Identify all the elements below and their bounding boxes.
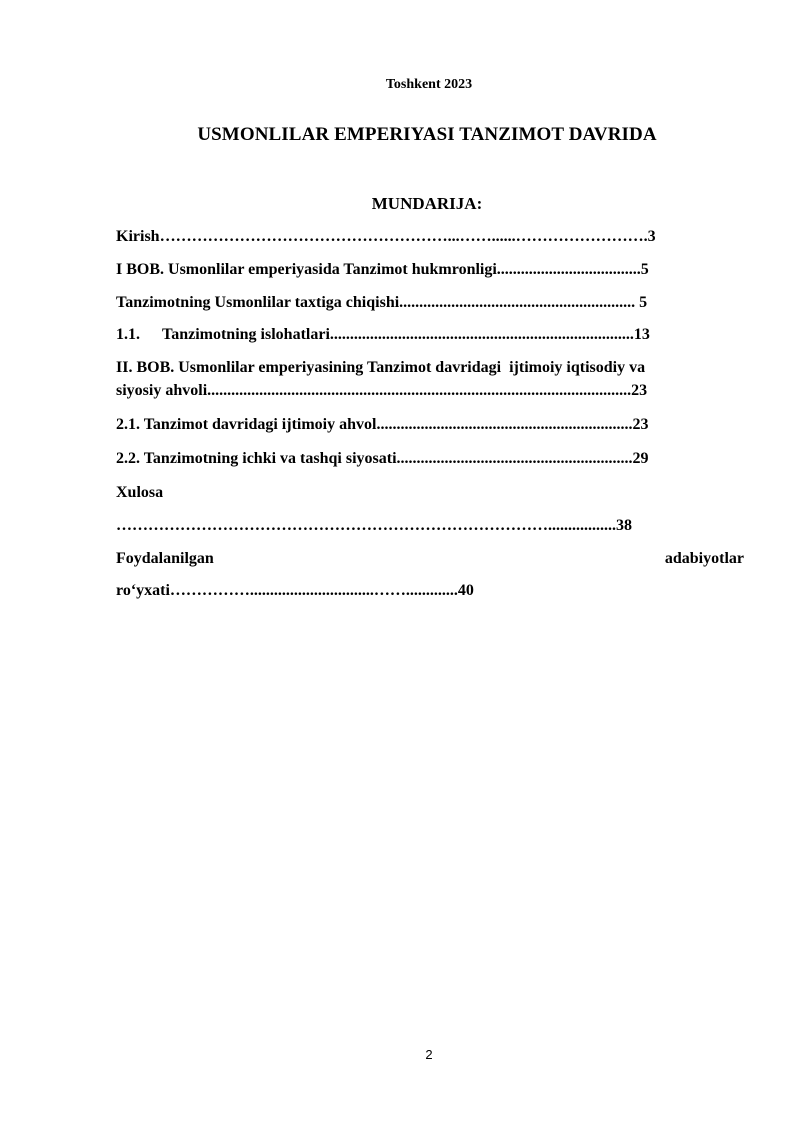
toc-entry-chapter-2-line1[interactable] xyxy=(116,358,744,378)
toc-entry-text: Tanzimotning Usmonlilar taxtiga chiqishi........................................................... 5 xyxy=(116,294,648,311)
toc-entry-kirish[interactable] xyxy=(116,227,744,247)
toc-heading: MUNDARIJA: xyxy=(371,194,483,213)
toc-entry-number: 1.1. xyxy=(116,326,140,343)
toc-entry-adabiyotlar-line1[interactable] xyxy=(116,549,744,569)
toc-entry-adabiyotlar-line2[interactable] xyxy=(116,581,744,601)
toc-entry-taxtiga-chiqishi[interactable] xyxy=(116,293,744,313)
toc-entry-text: 2.1. Tanzimot davridagi ijtimoiy ahvol................................................................23 xyxy=(116,416,649,433)
toc-entry-xulosa-leader[interactable] xyxy=(116,516,686,536)
toc-entry-text-left: Foydalanilgan xyxy=(116,550,214,567)
toc-entry-text: Tanzimotning islohatlari............................................................................13 xyxy=(162,326,650,343)
toc-entry-2-1[interactable] xyxy=(116,415,744,435)
page-number: 2 xyxy=(425,1047,433,1062)
toc-entry-text: siyosiy ahvoli..........................................................................................................23 xyxy=(116,382,648,399)
toc-entry-text: Kirish………………………………………………...……......…………………….3 xyxy=(116,228,656,245)
toc-entry-text-right: adabiyotlar xyxy=(664,550,744,567)
toc-entry-text: ……………………………………………………………………….................38 xyxy=(116,517,632,534)
header-city-year: Toshkent 2023 xyxy=(385,77,473,92)
toc-entry-text: II. BOB. Usmonlilar emperiyasining Tanzimot davridagi ijtimoiy iqtisodiy va xyxy=(116,359,646,376)
toc-entry-text: I BOB. Usmonlilar emperiyasida Tanzimot hukmronligi....................................5 xyxy=(116,261,649,278)
toc-entry-text: 2.2. Tanzimotning ichki va tashqi siyosati...........................................................29 xyxy=(116,450,649,467)
toc-entry-xulosa[interactable] xyxy=(116,483,744,503)
toc-entry-chapter-1[interactable] xyxy=(116,260,744,280)
toc-entry-text: ro‘yxati……………...............................…….............40 xyxy=(116,582,474,599)
document-title: USMONLILAR EMPERIYASI TANZIMOT DAVRIDA xyxy=(197,124,657,145)
toc-entry-chapter-2-line2[interactable] xyxy=(116,381,744,401)
toc-entry-2-2[interactable] xyxy=(116,449,744,469)
toc-entry-1-1[interactable] xyxy=(116,325,744,345)
toc-entry-text: Xulosa xyxy=(116,484,164,501)
